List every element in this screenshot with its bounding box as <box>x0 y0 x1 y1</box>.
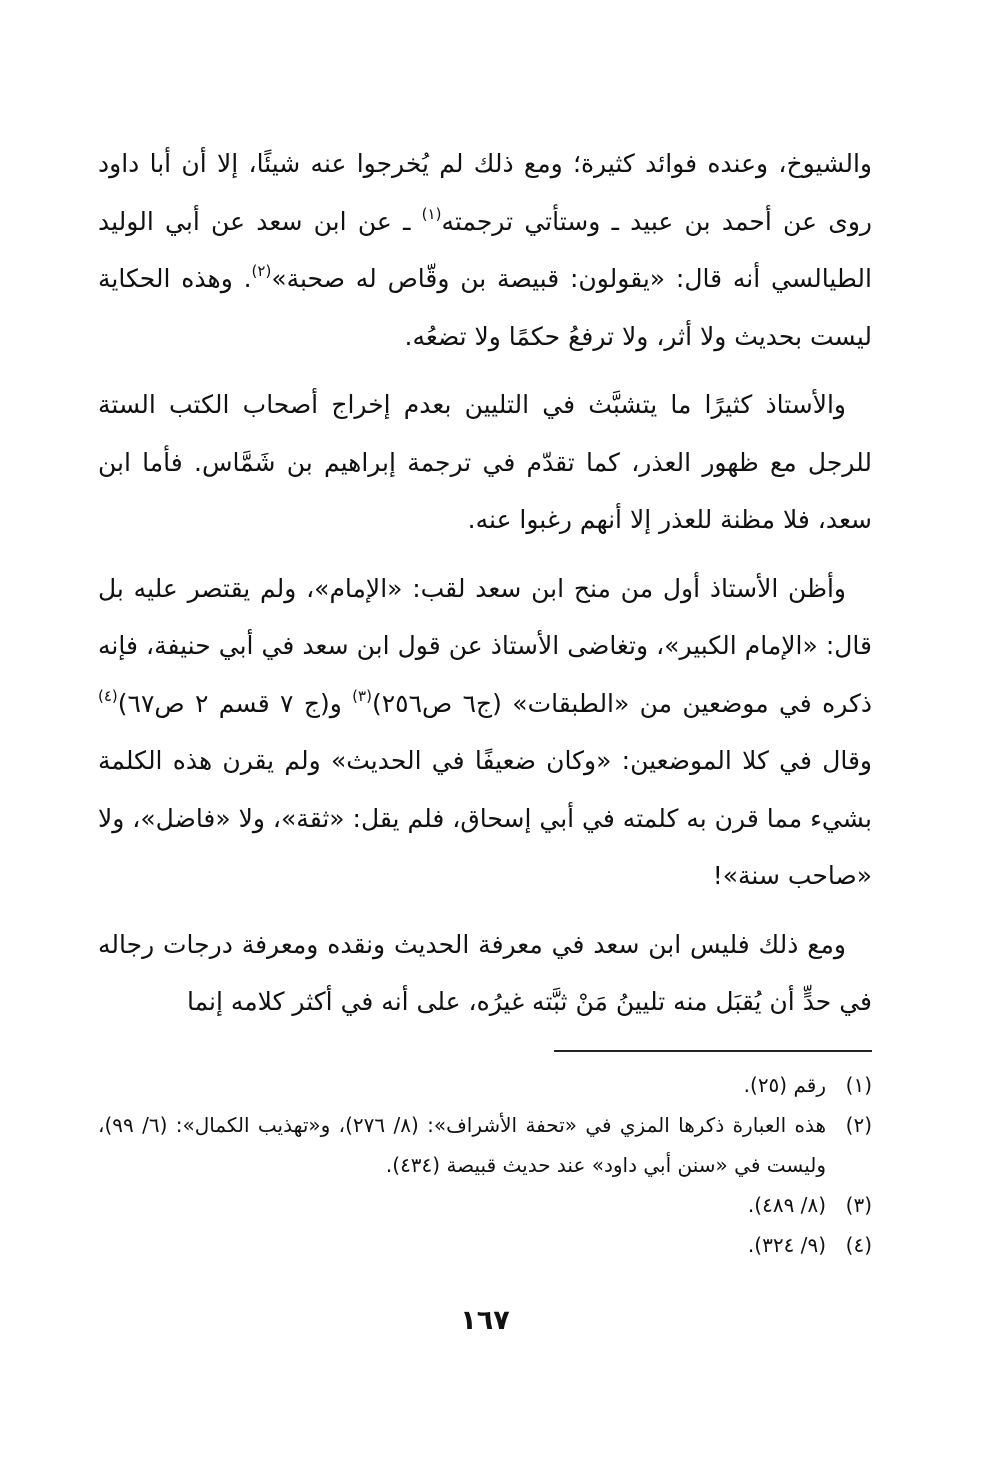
text-run: ومع ذلك فليس ابن سعد في معرفة الحديث ونقده ومعرفة درجات رجاله في حدٍّ أن يُقبَل منه تليينُ مَنْ ثبَّته غيرُه، على أنه في أكثر كلامه إنما <box>98 929 872 1016</box>
footnotes <box>98 1065 872 1265</box>
footnote-number: (٢) <box>845 1113 872 1137</box>
paragraph-4 <box>98 916 872 1031</box>
footnote-4 <box>98 1225 872 1265</box>
footnote-2 <box>98 1105 872 1185</box>
text-run: . وهذه الحكاية ليست بحديث ولا أثر، ولا ترفعُ حكمًا ولا تضعُه. <box>98 264 872 351</box>
footnote-ref: (٣) <box>352 686 372 705</box>
footnote-text: (٨/ ٤٨٩). <box>747 1193 826 1217</box>
footnote-3 <box>98 1185 872 1225</box>
paragraph-3 <box>98 560 872 905</box>
paragraph-1 <box>98 135 872 365</box>
footnote-separator <box>554 1050 872 1052</box>
text-run: و(ج ٧ قسم ٢ ص٦٧) <box>117 688 353 718</box>
paragraph-2 <box>98 376 872 549</box>
book-page <box>98 135 872 1365</box>
footnote-number: (٣) <box>845 1193 872 1217</box>
footnote-text: هذه العبارة ذكرها المزي في «تحفة الأشراف»: (٨/ ٢٧٦)، و«تهذيب الكمال»: (٦/ ٩٩)، وليست في «سنن أبي داود» عند حديث قبيصة (٤٣٤). <box>98 1113 826 1177</box>
footnote-text: (٩/ ٣٢٤). <box>747 1233 826 1257</box>
footnote-ref: (٢) <box>251 262 272 280</box>
text-run: ـ عن ابن سعد عن أبي الوليد الطيالسي أنه قال: «يقولون: قبيصة بن وقّاص له صحبة» <box>98 206 872 293</box>
text-run: والشيوخ، وعنده فوائد كثيرة؛ ومع ذلك لم يُخرجوا عنه شيئًا، إلا أن أبا داود روى عن أحمد بن عبيد ـ وستأتي ترجمته <box>98 149 872 236</box>
footnote-ref: (٤) <box>98 686 118 705</box>
text-run: والأستاذ كثيرًا ما يتشبَّث في التليين بعدم إخراج أصحاب الكتب الستة للرجل مع ظهور العذر، كما تقدّم في ترجمة إبراهيم بن شَمَّاس. فأما ابن سعد، فلا مظنة للعذر إلا أنهم رغبوا عنه. <box>98 390 872 534</box>
text-run: وأظن الأستاذ أول من منح ابن سعد لقب: «الإمام»، ولم يقتصر عليه بل قال: «الإمام الكبير»، وتغاضى الأستاذ عن قول ابن سعد في أبي حنيفة، فإنه ذكره في موضعين من «الطبقات» (ج٦ ص٢٥٦) <box>98 573 873 718</box>
text-run: وقال في كلا الموضعين: «وكان ضعيفًا في الحديث» ولم يقرن هذه الكلمة بشيء مما قرن به كلمته في أبي إسحاق، فلم يقل: «ثقة»، ولا «فاضل»، ولا «صاحب سنة»! <box>98 746 872 890</box>
footnote-text: رقم (٢٥). <box>743 1073 826 1097</box>
footnote-1 <box>98 1065 872 1105</box>
main-text <box>98 135 872 1031</box>
footnote-ref: (١) <box>421 204 442 223</box>
footnote-number: (٤) <box>845 1233 872 1257</box>
footnote-number: (١) <box>845 1073 872 1097</box>
page-number: ١٦٧ <box>460 1305 510 1336</box>
